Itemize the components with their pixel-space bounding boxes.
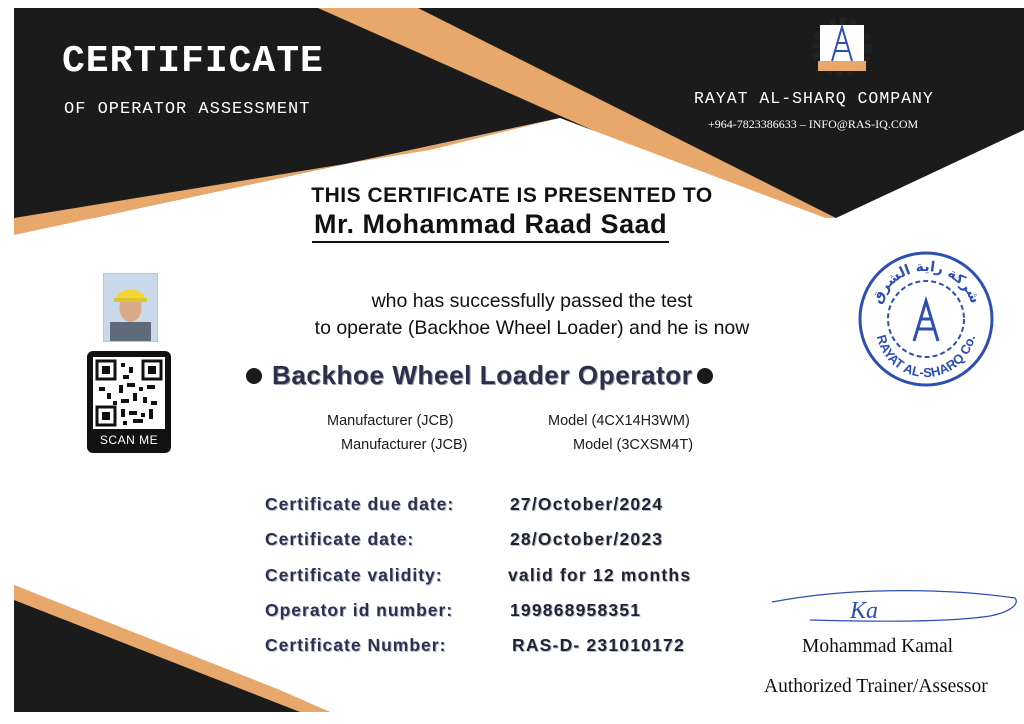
stamp-arabic-text: شركة راية الشرق (868, 258, 984, 307)
statement-line-2: to operate (Backhoe Wheel Loader) and he is now (314, 317, 750, 339)
company-name: RAYAT AL-SHARQ COMPANY (694, 89, 934, 108)
validity-label: Certificate validity: (265, 565, 443, 585)
company-contact: +964-7823386633 – INFO@RAS-IQ.COM (708, 117, 919, 131)
qr-finder-tr-core (148, 366, 156, 374)
role-row (246, 360, 713, 391)
qr-finder-bl-core (102, 412, 110, 420)
equipment-2-manufacturer: Manufacturer (JCB) (341, 437, 468, 453)
signature-line (772, 591, 1016, 622)
operator-id-value: 199868958351 (510, 600, 642, 620)
qr-code[interactable] (87, 351, 171, 453)
signer-title: Authorized Trainer/Assessor (764, 676, 988, 697)
role-title: Backhoe Wheel Loader Operator (272, 360, 693, 390)
signature-scribble: Ka (850, 598, 879, 624)
operator-id-label: Operator id number: (265, 600, 454, 620)
bullet-right-icon (697, 368, 713, 384)
stamp-derrick (914, 301, 938, 341)
certificate-date-value: 28/October/2023 (510, 529, 664, 549)
qr-finder-tl-core (102, 366, 110, 374)
due-date-value: 27/October/2024 (510, 494, 664, 514)
certificate-number-value: RAS-D- 231010172 (512, 635, 685, 655)
statement-line-1: who has successfully passed the test (371, 290, 693, 312)
certificate-title: CERTIFICATE (62, 40, 324, 83)
certificate-number-label: Certificate Number: (265, 635, 447, 655)
validity-value: valid for 12 months (508, 565, 692, 585)
qr-pattern (93, 357, 165, 429)
certificate-date-label: Certificate date: (265, 529, 415, 549)
company-logo (808, 13, 876, 81)
recipient-name: Mr. Mohammad Raad Saad (312, 209, 669, 243)
scan-me-label: SCAN ME (99, 433, 159, 447)
bullet-left-icon (246, 368, 262, 384)
company-stamp (856, 249, 996, 389)
signer-name: Mohammad Kamal (802, 636, 954, 657)
logo-base (818, 61, 866, 71)
stamp-latin-text: RAYAT AL-SHARQ Co. (873, 333, 979, 381)
due-date-label: Certificate due date: (265, 494, 455, 514)
equipment-2-model: Model (3CXSM4T) (573, 437, 694, 453)
equipment-1-manufacturer: Manufacturer (JCB) (327, 413, 454, 429)
presented-to-heading: THIS CERTIFICATE IS PRESENTED TO (311, 184, 713, 207)
equipment-1-model: Model (4CX14H3WM) (548, 413, 690, 429)
certificate-subtitle: OF OPERATOR ASSESSMENT (64, 100, 311, 119)
